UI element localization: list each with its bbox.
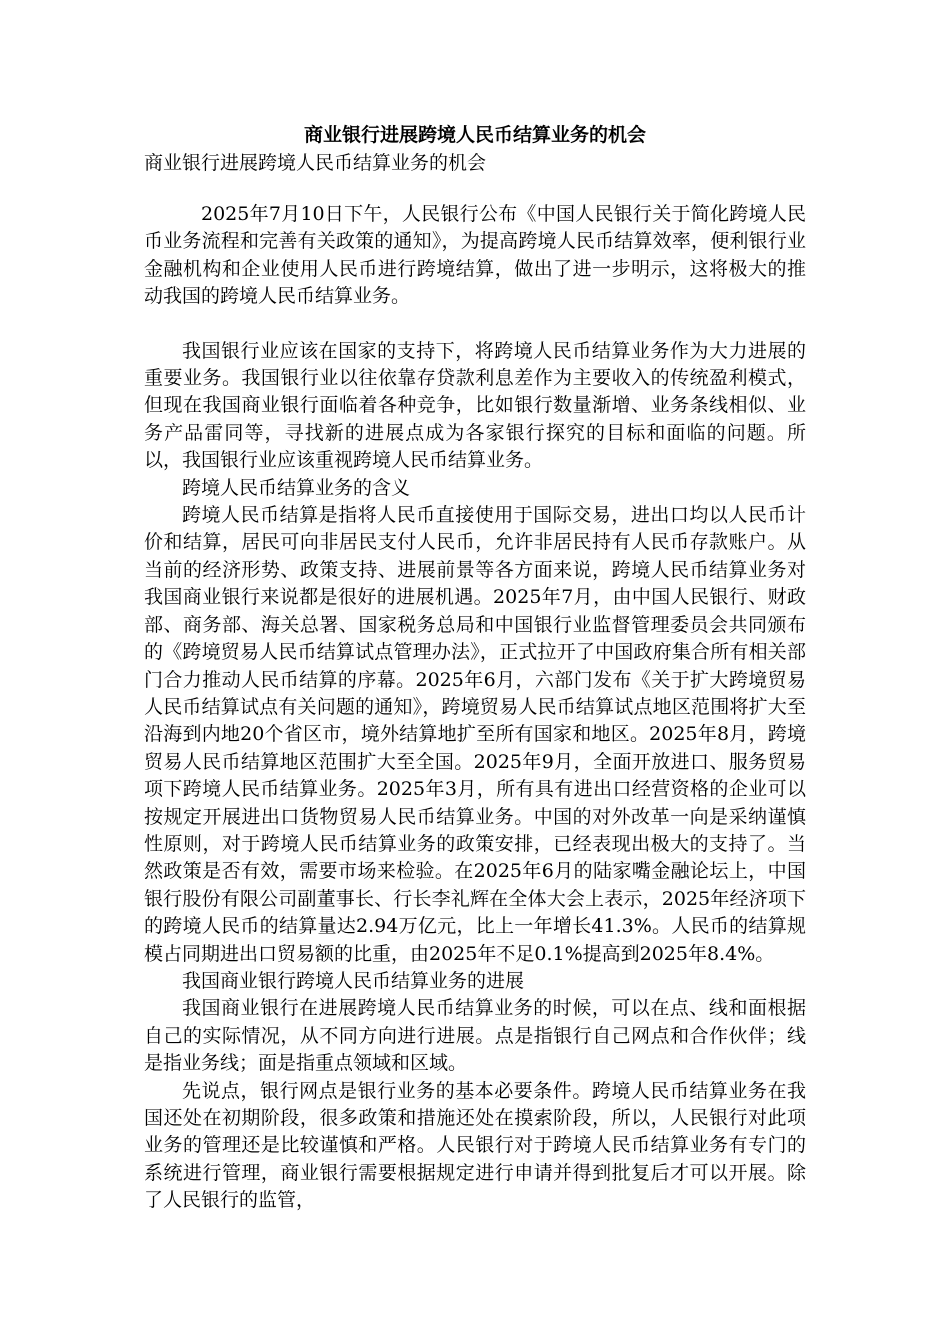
document-body: [144, 201, 806, 1215]
paragraph-intro: 2025年7月10日下午，人民银行公布《中国人民银行关于简化跨境人民币业务流程和完善有关政策的通知》，为提高跨境人民币结算效率，便利银行业金融机构和企业使用人民币进行跨境结算，做出了进一步明示，这将极大的推动我国的跨境人民币结算业务。: [144, 203, 806, 308]
paragraph: 跨境人民币结算是指将人民币直接使用于国际交易，进出口均以人民币计价和结算，居民可向非居民支付人民币，允许非居民持有人民币存款账户。从当前的经济形势、政策支持、进展前景等各方面来说，跨境人民币结算业务对我国商业银行来说都是很好的进展机遇。2025年7月，由中国人民银行、财政部、商务部、海关总署、国家税务总局和中国银行业监督管理委员会共同颁布的《跨境贸易人民币结算试点管理办法》，正式拉开了中国政府集合所有相关部门合力推动人民币结算的序幕。2025年6月，六部门发布《关于扩大跨境贸易人民币结算试点有关问题的通知》，跨境贸易人民币结算试点地区范围将扩大至沿海到内地20个省区市，境外结算地扩至所有国家和地区。2025年8月，跨境贸易人民币结算地区范围扩大至全国。2025年9月，全面开放进口、服务贸易项下跨境人民币结算业务。2025年3月，所有具有进出口经营资格的企业可以按规定开展进出口货物贸易人民币结算业务。中国的对外改革一向是采纳谨慎性原则，对于跨境人民币结算业务的政策安排，已经表现出极大的支持了。当然政策是否有效，需要市场来检验。在2025年6月的陆家嘴金融论坛上，中国银行股份有限公司副董事长、行长李礼辉在全体大会上表示，2025年经济项下的跨境人民币的结算量达2.94万亿元，比上一年增长41.3%。人民币的结算规模占同期进出口贸易额的比重，由2025年不足0.1%提高到2025年8.4%。: [144, 504, 806, 965]
paragraph: 我国商业银行在进展跨境人民币结算业务的时候，可以在点、线和面根据自己的实际情况，从不同方向进行进展。点是指银行自己网点和合作伙伴；线是指业务线；面是指重点领域和区域。: [144, 997, 806, 1075]
document-title: 商业银行进展跨境人民币结算业务的机会: [303, 124, 646, 146]
document-subtitle: 商业银行进展跨境人民币结算业务的机会: [144, 152, 487, 174]
paragraph: 先说点，银行网点是银行业务的基本必要条件。跨境人民币结算业务在我国还处在初期阶段，很多政策和措施还处在摸索阶段，所以，人民银行对此项业务的管理还是比较谨慎和严格。人民银行对于跨境人民币结算业务有专门的系统进行管理，商业银行需要根据规定进行申请并得到批复后才可以开展。除了人民银行的监管，: [144, 1079, 806, 1212]
section-heading-development: 我国商业银行跨境人民币结算业务的进展: [182, 969, 525, 992]
paragraph: 我国银行业应该在国家的支持下，将跨境人民币结算业务作为大力进展的重要业务。我国银行业以往依靠存贷款利息差作为主要收入的传统盈利模式，但现在我国商业银行面临着各种竞争，比如银行数量渐增、业务条线相似、业务产品雷同等，寻找新的进展点成为各家银行探究的目标和面临的问题。所以，我国银行业应该重视跨境人民币结算业务。: [144, 339, 806, 472]
section-heading-meaning: 跨境人民币结算业务的含义: [182, 476, 411, 499]
